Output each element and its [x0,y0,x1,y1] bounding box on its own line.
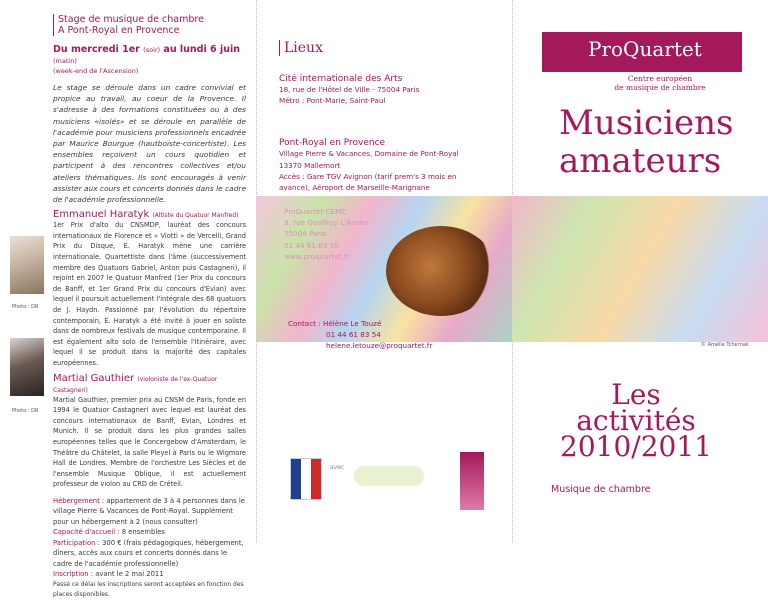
pierre-vacances-logo [354,466,424,486]
teacher-2-bio: Martial Gauthier, premier prix au CNSM de Paris, fonde en 1994 le Quatuor Castagneri avec lequel est lauréat des concours internationaux de Banff, Evian, Londres et Munich. Il se produit dans les plus grandes salles européennes telles que le Concergebow d'Amsterdam, le Théâtre du Châtelet, la salle Pleyel à Paris ou le Wigmore Hall de Londres. Membre de l'orchestre Les Siècles et de l'ensemble Musique Oblique, il est actuellement professeur de violon au CRD de Créteil. [53,395,246,489]
org-line-4: 01 44 61 83 50 [284,240,339,250]
practical-info [53,496,246,601]
part-label: Participation : [53,538,100,547]
title-line-2: amateurs [559,141,722,181]
subtitle: Musique de chambre [551,484,651,495]
location-2-line-2: 13370 Mallemort [279,160,341,170]
logo-tagline-1: Centre européen [627,74,693,83]
teacher-1-photo [10,236,44,294]
location-1-title: Cité internationale des Arts [279,74,403,84]
confetti-photo-right [512,196,768,342]
activities-line-2: 2010/2011 [560,430,712,463]
activities-title [551,378,721,463]
ministry-logo [290,458,322,500]
activities-line-1: Les activités [576,378,696,437]
photo-copyright: © Amélie Tchernak [701,342,749,348]
sponsor-label: avec [330,464,345,471]
location-1-line-2: Métro : Pont-Marie, Saint-Paul [279,96,386,106]
contact-phone: 01 44 61 83 54 [326,330,381,340]
part-text: 300 € (frais pédagogiques, hébergement, dîners, accès aux cours et concerts donnés dans le cadre de l'académie professionnelle) [53,538,244,568]
dates-from: Du mercredi 1er [53,44,140,55]
main-title [559,104,733,180]
teacher-1-name-text: Emmanuel Haratyk [53,209,150,221]
heb-label: Hébergement : [53,496,105,505]
location-1-line-1: 18, rue de l'Hôtel de Ville - 75004 Paris [279,85,420,94]
logo-tagline [560,74,760,92]
teacher-1-name [53,209,246,220]
heb-text: appartement de 3 à 4 personnes dans le village Pierre & Vacances de Pont-Royal. Supplément pour un hébergement à 2 (nous consulter) [53,496,245,526]
teacher-2-photo [10,338,44,396]
teacher-2-name [53,373,246,395]
photo-credit-2: Photo : DR [12,408,39,414]
dates-sub: (week-end de l'Ascension) [53,67,139,75]
cap-label: Capacité d'accueil : [53,528,120,537]
title-line-1: Musiciens [559,103,734,143]
dates-from-note: (soir) [143,46,161,54]
photo-credit-1: Photo : DR [12,304,39,310]
logo-tagline-2: de musique de chambre [614,83,706,92]
dates-to: au lundi 6 juin [163,44,240,55]
contact-name: Contact : Hélène Le Touzé [288,319,382,328]
location-2-line-3: Accès : Gare TGV Avignon (tarif prem's 3 mois en avance), Aéroport de Marseille-Marignane [279,171,457,193]
teacher-2-name-text: Martial Gauthier [53,372,135,384]
teacher-1-note: (Altiste du Quatuor Manfred) [152,212,239,220]
header-line-1: Stage de musique de chambre [58,14,204,25]
proquartet-logo [542,32,742,92]
org-line-3: 75004 Paris [284,229,327,239]
stage-header [53,14,246,36]
org-website: www.proquartet.fr [284,251,350,261]
location-2-line-1: Village Pierre & Vacances, Domaine de Pont-Royal [279,149,459,159]
dates [53,44,246,66]
violin-scroll-image [386,226,496,316]
contact-block [288,318,432,352]
teacher-1-bio: 1er Prix d'alto du CNSMDP, lauréat des concours internationaux de Florence et « Viotti » de Vercelli, Grand Prix du Disque, E. Haratyk mène une carrière internationale. Quartettiste dans l'âme (successivement membre des Quatuors Gabriel, Anton puis Castagneri), il rejoint en 2007 le Quatuor Manfred (1er Prix du concours de Banff, et 1er Grand Prix du concours d'Evian) avec lequel il poursuit actuellement l'intégrale des 68 quatuors de J. Haydn. Passionné par l'évolution du répertoire contemporain, E. Haratyk a été invité à jouer en soliste dans de nombreux festivals de musique contemporaine. Il est également alto solo de l'ensemble l'Itinéraire, avec lequel il se produit dans la majorité des capitales européennes. [53,221,246,367]
lieux-title: Lieux [279,40,334,56]
intro-text: Le stage se déroule dans un cadre convivial et propice au travail, au coeur de la Provence. Il s'adresse à des formations constituées ou à des musiciens «isolés» et se déroule en parallèle de l'académie pour musiciens professionnels encadrée par Maurice Bourgue (hautboïste-concertiste). Les ensembles reçoivent un cours quotidien et participent à des rencontres collectives et/ou ateliers thématiques. Ils sont encouragés à venir assister aux cours et concerts donnés dans le cadre de l'académie professionnelle. [53,83,246,205]
logo-text: ProQuartet [588,37,702,61]
teacher-2-note: (violoniste de l'ex-Quatuor Castagneri) [53,375,218,394]
location-2-title: Pont-Royal en Provence [279,138,386,149]
insc-label: Inscription : [53,570,94,579]
cap-text: 8 ensembles [121,528,165,537]
org-line-2: 9, rue Geoffroy L'Asnier [284,218,370,228]
festival-poster [460,452,484,510]
header-line-2: A Pont-Royal en Provence [58,25,180,36]
org-address [284,206,369,262]
insc-text: avant le 2 mai 2011 [95,570,164,579]
contact-email: helene.letouze@proquartet.fr [326,341,433,351]
dates-to-note: (matin) [53,57,77,65]
deadline-note: Passé ce délai les inscriptions seront acceptées en fonction des places disponibles. [53,580,244,599]
org-line-1: ProQuartet-CEMC [284,207,347,216]
